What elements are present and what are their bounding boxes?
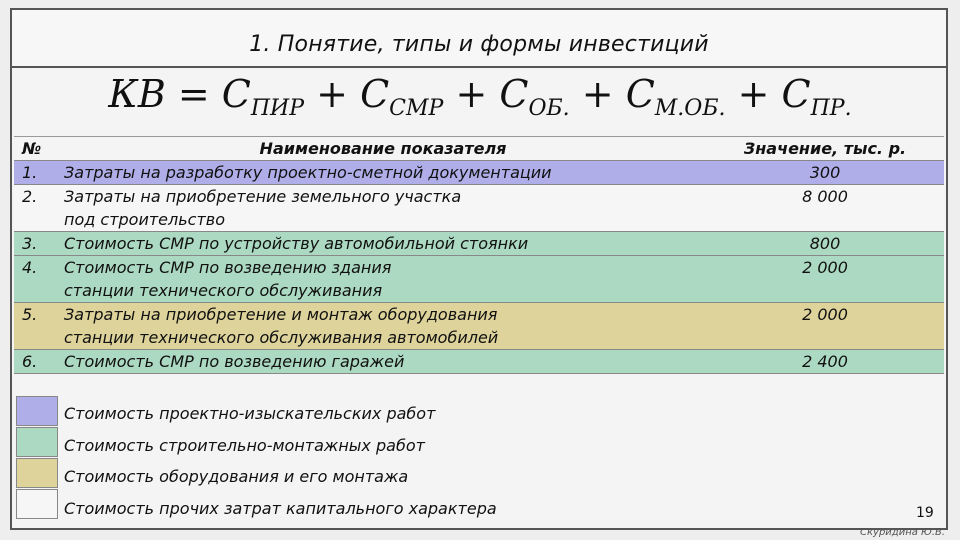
- row-name: [60, 232, 706, 256]
- formula-term-sub: СМР: [389, 96, 444, 121]
- formula-plus: +: [316, 72, 348, 116]
- formula-term-sub: М.ОБ.: [654, 96, 726, 121]
- row-value: 2 000: [802, 258, 848, 277]
- page-number: 19: [916, 505, 934, 521]
- formula-term-sub: ПИР: [250, 96, 305, 121]
- title-bar: [10, 8, 948, 68]
- row-name-line: станции технического обслуживания автомобилей: [64, 328, 499, 347]
- formula-term-sub: ОБ.: [528, 96, 570, 121]
- indicators-table: [14, 136, 944, 374]
- row-name-line: Затраты на приобретение земельного участка: [64, 187, 462, 206]
- legend-swatch-other: [16, 489, 58, 519]
- formula: [0, 72, 960, 128]
- formula-term-c: С: [499, 72, 529, 116]
- table-row: [14, 256, 944, 303]
- table-row: [14, 232, 944, 256]
- row-value: 8 000: [802, 187, 848, 206]
- row-value: 800: [809, 234, 841, 253]
- slide-title: 1. Понятие, типы и формы инвестиций: [249, 32, 709, 57]
- table-row: [14, 185, 944, 232]
- legend-swatch-design: [16, 396, 58, 426]
- row-value: 2 000: [802, 305, 848, 324]
- header-num: №: [22, 139, 42, 158]
- legend-swatch-equipment: [16, 458, 58, 488]
- formula-term-c: С: [360, 72, 390, 116]
- legend-label-equipment: Стоимость оборудования и его монтажа: [64, 467, 409, 486]
- row-num: 6.: [22, 352, 38, 371]
- row-name-line: Затраты на разработку проектно-сметной документации: [64, 163, 552, 182]
- legend-swatch-construction: [16, 427, 58, 457]
- formula-term-c: С: [221, 72, 251, 116]
- legend-swatches: [16, 396, 60, 520]
- row-value: 300: [809, 163, 841, 182]
- formula-term-c: С: [625, 72, 655, 116]
- row-name: [60, 303, 706, 350]
- formula-equals: =: [177, 72, 210, 116]
- header-value: Значение, тыс. р.: [743, 139, 907, 158]
- formula-term-sub: ПР.: [810, 96, 852, 121]
- row-name: [60, 185, 706, 232]
- row-num: 3.: [22, 234, 38, 253]
- formula-plus: +: [581, 72, 614, 116]
- row-name: [60, 350, 706, 374]
- legend-label-design: Стоимость проектно-изыскательских работ: [64, 404, 436, 423]
- row-name-line: Затраты на приобретение и монтаж оборудования: [64, 305, 498, 324]
- row-num: 1.: [22, 163, 38, 182]
- row-name: [60, 161, 706, 185]
- row-name-line: Стоимость СМР по устройству автомобильной стоянки: [64, 234, 529, 253]
- row-name: [60, 256, 706, 303]
- row-name-line: под строительство: [64, 210, 226, 229]
- row-name-line: Стоимость СМР по возведению здания: [64, 258, 392, 277]
- formula-plus: +: [455, 72, 488, 116]
- row-num: 4.: [22, 258, 38, 277]
- header-name: Наименование показателя: [259, 139, 507, 158]
- table-row: [14, 161, 944, 185]
- formula-term-c: С: [781, 72, 811, 116]
- row-name-line: Стоимость СМР по возведению гаражей: [64, 352, 405, 371]
- legend-label-other: Стоимость прочих затрат капитального характера: [64, 499, 497, 518]
- formula-lhs: КВ: [108, 72, 166, 116]
- row-name-line: станции технического обслуживания: [64, 281, 383, 300]
- author-signature: Скуридина Ю.В.: [860, 527, 946, 538]
- row-num: 5.: [22, 305, 38, 324]
- table-row: [14, 303, 944, 350]
- formula-plus: +: [737, 72, 770, 116]
- table-row: [14, 350, 944, 374]
- row-value: 2 400: [802, 352, 848, 371]
- legend-label-construction: Стоимость строительно-монтажных работ: [64, 436, 425, 455]
- table-header-row: [14, 137, 944, 161]
- row-num: 2.: [22, 187, 38, 206]
